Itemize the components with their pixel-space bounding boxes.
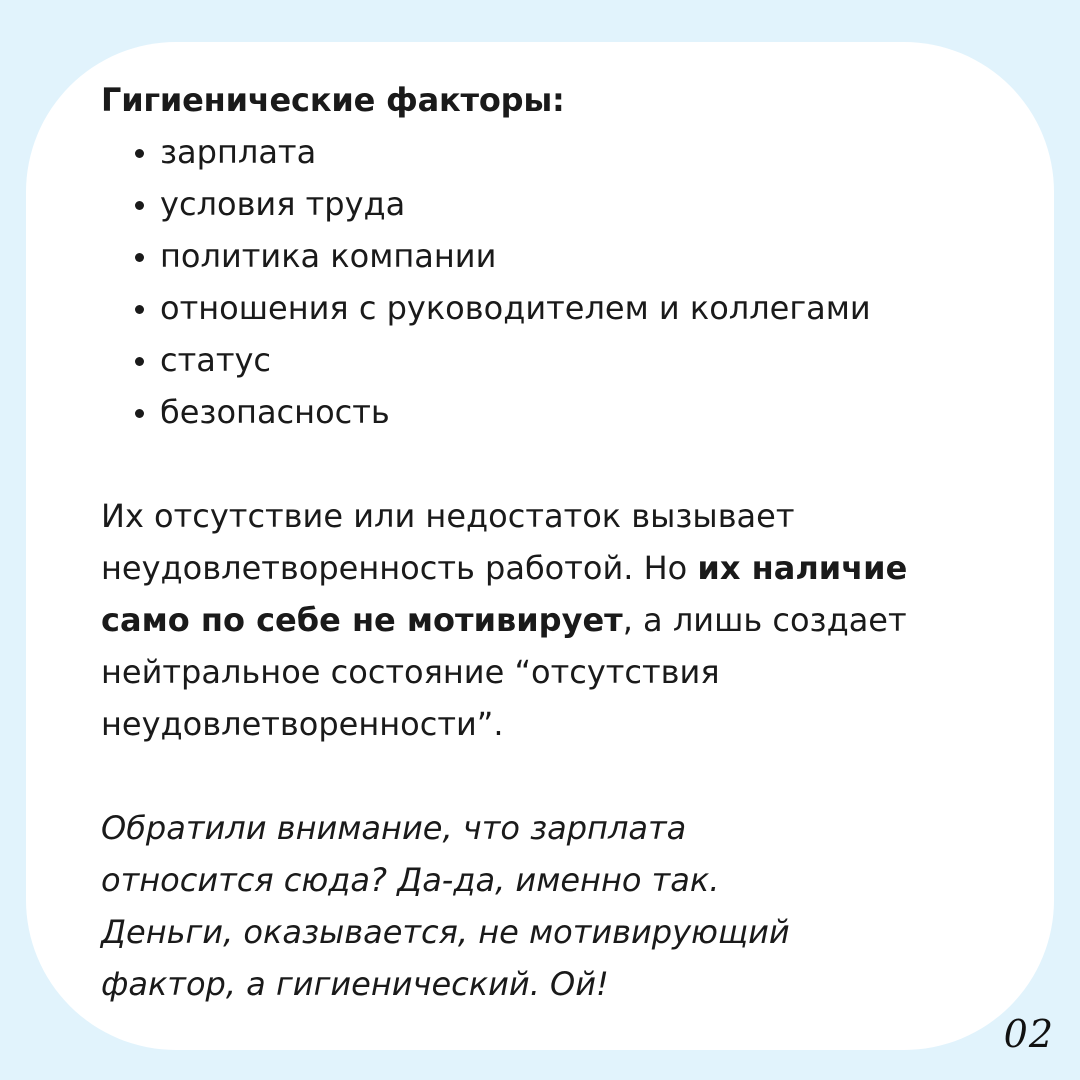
bullet-icon bbox=[135, 357, 144, 366]
list-item-text: безопасность bbox=[160, 393, 390, 431]
note-line: относится сюда? Да-да, именно так. bbox=[101, 861, 720, 899]
list-item-text: политика компании bbox=[160, 237, 497, 275]
list-item-text: зарплата bbox=[160, 133, 317, 171]
list-item bbox=[133, 230, 981, 282]
italic-note bbox=[101, 802, 861, 1010]
note-line: Деньги, оказывается, не мотивирующий bbox=[101, 913, 790, 951]
list-item bbox=[133, 282, 981, 334]
list-item bbox=[133, 386, 981, 438]
list-item-text: условия труда bbox=[160, 185, 406, 223]
note-line: Обратили внимание, что зарплата bbox=[101, 809, 687, 847]
explanation-paragraph bbox=[101, 490, 961, 750]
list-item bbox=[133, 126, 981, 178]
bullet-icon bbox=[135, 409, 144, 418]
list-item bbox=[133, 178, 981, 230]
list-item bbox=[133, 334, 981, 386]
page-number: 02 bbox=[1003, 1012, 1054, 1056]
bullet-icon bbox=[135, 201, 144, 210]
factors-list bbox=[101, 126, 981, 438]
bullet-icon bbox=[135, 253, 144, 262]
content bbox=[101, 74, 981, 1010]
list-item-text: отношения с руководителем и коллегами bbox=[160, 289, 871, 327]
note-line: фактор, а гигиенический. Ой! bbox=[101, 965, 609, 1003]
list-item-text: статус bbox=[160, 341, 272, 379]
paragraph-text-end: , а лишь создает нейтральное состояние “отсутствия неудовлетворенности”. bbox=[101, 601, 907, 743]
paragraph-text-start: Их отсутствие или недостаток вызывает неудовлетворенность работой. Но bbox=[101, 497, 795, 587]
bullet-icon bbox=[135, 149, 144, 158]
heading: Гигиенические факторы: bbox=[101, 81, 565, 119]
paragraph-emphasis: их наличие само по себе не мотивирует bbox=[101, 549, 908, 639]
bullet-icon bbox=[135, 305, 144, 314]
